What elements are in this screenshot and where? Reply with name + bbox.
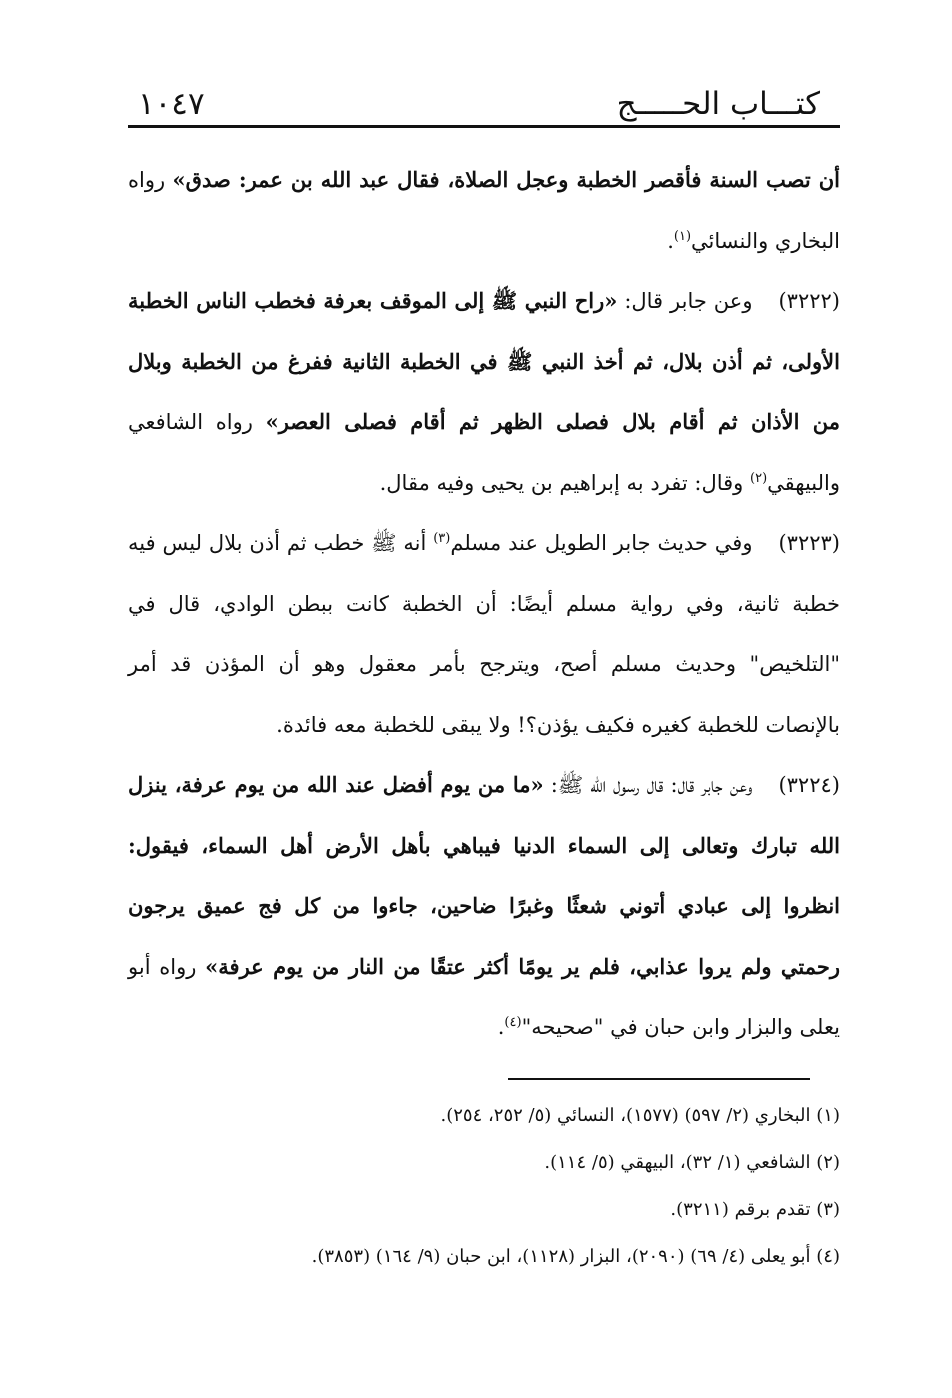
footnote-4: (٤) أبو يعلى (٤/ ٦٩) (٢٠٩٠)، البزار (١١٢٨)، ابن حبان (٩/ ١٦٤) (٣٨٥٣). bbox=[311, 1246, 840, 1267]
narrator-intro: وفي حديث جابر الطويل عند مسلم bbox=[450, 531, 753, 555]
paragraph-tail: وقال: تفرد به إبراهيم بن يحيى وفيه مقال. bbox=[379, 470, 750, 495]
paragraph-tail: أنه ﷺ خطب ثم أذن بلال ليس فيه خطبة ثانية، وفي رواية مسلم أيضًا: أن الخطبة كانت ببطن الوادي، قال في "التلخيص" وحديث مسلم أصح، ويترجح بأمر معقول وهو أن المؤذن قد أمر بالإنصات للخطبة كغيره فكيف يؤذن؟! ولا يبقى للخطبة معه فائدة. bbox=[128, 531, 840, 737]
footnote-2: (٢) الشافعي (١/ ٣٢)، البيهقي (٥/ ١١٤). bbox=[544, 1152, 840, 1173]
footnote-separator bbox=[508, 1078, 810, 1080]
narrator-intro: وعن جابر قال: bbox=[617, 289, 753, 313]
page-header bbox=[128, 84, 840, 128]
footnote-ref[interactable]: (٣) bbox=[433, 531, 451, 546]
paragraph-continuation bbox=[128, 150, 840, 271]
running-title: كتـــاب الحـــــج bbox=[616, 86, 820, 122]
hadith-quote: أن تصب السنة فأقصر الخطبة وعجل الصلاة، فقال عبد الله بن عمر: صدق» bbox=[172, 167, 841, 192]
hadith-number: (٣٢٢٣) bbox=[778, 531, 840, 555]
hadith-number: (٣٢٢٢) bbox=[778, 289, 840, 313]
paragraph-3223 bbox=[128, 513, 840, 755]
footnote-ref[interactable]: (١) bbox=[673, 228, 692, 244]
hadith-number: (٣٢٢٤) bbox=[778, 773, 840, 797]
paragraph-tail: . bbox=[667, 228, 674, 253]
footnote-1: (١) البخاري (٢/ ٥٩٧) (١٥٧٧)، النسائي (٥/ ٢٥٢، ٢٥٤). bbox=[440, 1105, 840, 1126]
paragraph-tail: . bbox=[497, 1015, 505, 1039]
footnote-ref[interactable]: (٤) bbox=[504, 1015, 522, 1030]
header-rule bbox=[128, 125, 840, 128]
page-number: ١٠٤٧ bbox=[138, 86, 205, 122]
footnotes bbox=[128, 1092, 840, 1280]
narration-source: رواه البخاري والنسائي bbox=[128, 168, 840, 253]
footnote-ref[interactable]: (٢) bbox=[750, 470, 768, 486]
main-text bbox=[128, 150, 840, 1058]
narration-source: رواه أبو يعلى والبزار وابن حبان في "صحيحه" bbox=[128, 954, 840, 1039]
paragraph-3222 bbox=[128, 271, 840, 513]
footnote-3: (٣) تقدم برقم (٣٢١١). bbox=[670, 1199, 840, 1220]
hadith-quote: «ما من يوم أفضل عند الله من يوم عرفة، ينزل الله تبارك وتعالى إلى السماء الدنيا فيباهي بأهل الأرض أهل السماء، فيقول: انظروا إلى عبادي أتوني شعثًا وغبرًا ضاحين، جاءوا من كل فج عميق يرجون رحمتي ولم يروا عذابي، فلم ير يومًا أكثر عتقًا من النار من يوم عرفة» bbox=[128, 772, 841, 979]
hadith-quote: «راح النبي ﷺ إلى الموقف بعرفة فخطب الناس الخطبة الأولى، ثم أذن بلال، ثم أخذ النبي ﷺ في الخطبة الثانية ففرغ من الخطبة وبلال من الأذان ثم أقام بلال فصلى الظهر ثم أقام فصلى العصر» bbox=[128, 288, 840, 434]
narration-source: رواه الشافعي والبيهقي bbox=[128, 410, 840, 495]
paragraph-3224 bbox=[128, 755, 840, 1058]
narrator-intro: وعن جابر قال: قال رسول الله ﷺ: bbox=[543, 773, 753, 797]
